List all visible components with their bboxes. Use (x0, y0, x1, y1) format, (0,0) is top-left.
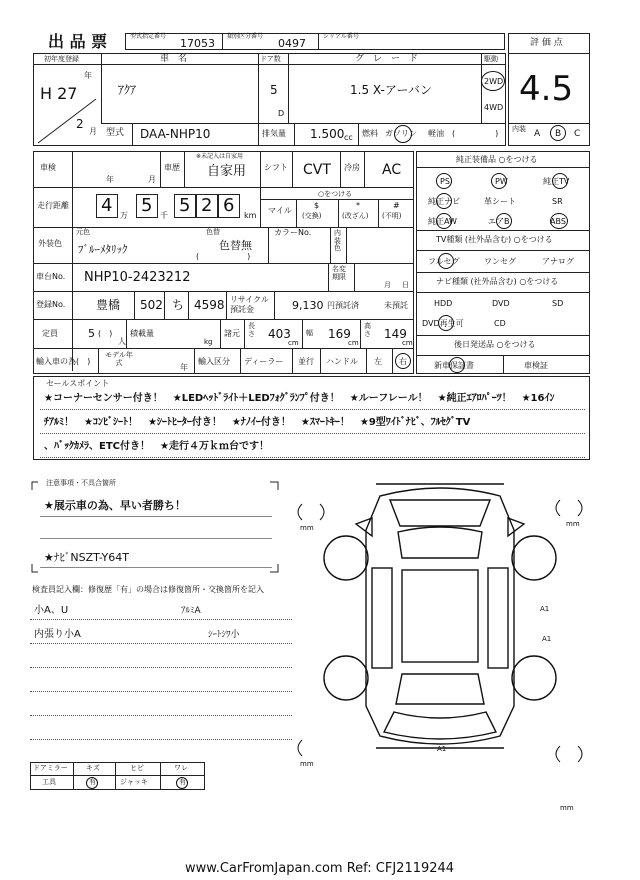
serial-label: シリアル番号 (323, 33, 359, 40)
tv-analog: アナログ (542, 257, 574, 266)
model-year-label: モデル年式 (105, 351, 133, 368)
legend-crack: ヒビ (130, 764, 144, 772)
legend-jack: ジャッキ (120, 778, 148, 786)
reg-kana: ち (172, 298, 185, 312)
mileage-label: 走行距離 (37, 201, 69, 210)
spare-tire-mm: mm (560, 804, 574, 812)
color-no-label: カラーNo. (274, 228, 312, 237)
import-label: 輸入車の為( ) (36, 357, 91, 366)
inspection-label: 車検 (40, 163, 56, 172)
interior-label: 内装 (512, 125, 526, 133)
handle-label: ハンドル (326, 357, 358, 366)
color-original: ﾌﾞﾙｰﾒﾀﾘｯｸ (78, 243, 128, 256)
recycle-label: リサイクル預託金 (230, 295, 269, 314)
drive-4wd: 4WD (484, 103, 504, 112)
handle-right-circle (395, 353, 411, 369)
equip-navi: 純正ナビ (428, 197, 460, 206)
diagonal-divider (34, 95, 100, 145)
tire-rear-left-mm: mm (300, 760, 314, 768)
sales-label: セールスポイント (46, 379, 110, 388)
legend-door-mirror: ドアミラー (33, 764, 68, 772)
equipment-title: 純正装備品 ○をつける (456, 155, 538, 164)
later-warranty: 新車保証書 (434, 361, 474, 370)
legend-jack-have: 有 (179, 778, 186, 786)
legend-scratch: キズ (86, 764, 100, 772)
dims-label: 諸元 (224, 329, 240, 338)
legend-break: ワレ (174, 764, 188, 772)
drive-label: 駆動 (484, 55, 498, 63)
load-label: 積載量 (130, 329, 154, 338)
chassis-value: NHP10-2423212 (84, 270, 191, 285)
color-change: 色替無 (219, 239, 252, 252)
nav-sd: SD (552, 299, 564, 308)
capacity-value: 5 (88, 327, 95, 340)
dealer-option: ディーラー (244, 357, 284, 366)
usage-value: 自家用 (207, 164, 247, 179)
first-reg-year: H 27 (40, 84, 78, 103)
drive-2wd-circle (481, 71, 505, 91)
interior-color-label: 内装色 (334, 229, 341, 253)
type-label: 型式 (106, 128, 125, 138)
first-reg-label: 初年度登録 (44, 55, 79, 63)
damage-right-door: A1 (540, 605, 550, 613)
equip-tv: 純正TV (543, 177, 570, 186)
tv-fullseg: フルセグ (428, 257, 460, 266)
footer-source: www.CarFromJapan.com Ref: CFJ2119244 (185, 861, 455, 876)
name-change-label: 名変期限 (332, 265, 346, 281)
interior-circle (550, 125, 566, 141)
fuel-circle (394, 125, 412, 143)
ac-value: AC (382, 162, 402, 178)
fuel-gasoline: ガソリン (385, 129, 417, 138)
nav-dvd: DVD (492, 299, 510, 308)
fuel-diesel: 軽油 (428, 129, 444, 138)
grade-label: グ レ ー ド (355, 54, 419, 64)
mileage-digit-1: 4 (101, 195, 113, 216)
sales-line-2: ﾁｱﾙﾐ！ ★ｺﾝﾋﾞｼｰﾄ！ ★ｼｰﾄﾋｰﾀｰ付き！ ★ﾅﾉｲｰ付き！ ★ｽﾏｰﾄｷｰ！ ★9型ﾜｲﾄﾞﾅﾋﾞ、ﾌﾙｾｸﾞTV (44, 417, 471, 428)
nav-title: ナビ種類 (社外品含む) ○をつける (436, 277, 559, 286)
later-title: 後日発送品 ○をつける (454, 340, 536, 349)
score-value: 4.5 (519, 69, 574, 109)
import-class-label: 輸入区分 (198, 357, 230, 366)
inspector-row1-a: 小A、U (34, 605, 69, 616)
recycle-unpaid: 未預託 (384, 301, 408, 310)
ac-label: 冷房 (344, 163, 360, 172)
inspector-row2-a: 内張り小A (34, 629, 81, 640)
later-shaken: 車検証 (524, 361, 548, 370)
inspector-row2-b: ｼｰﾄｼﾜ小 (208, 630, 240, 640)
handle-left: 左 (374, 357, 382, 366)
reg-class: 502 (140, 298, 163, 312)
mileage-digit-2: 5 (141, 195, 153, 216)
nav-hdd: HDD (434, 299, 453, 308)
fuel-label: 燃料 (362, 129, 378, 138)
notes-label: 注意事項・不具合箇所 (46, 479, 116, 487)
legend-tools-have: 有 (89, 778, 96, 786)
score-label: 評 価 点 (530, 38, 563, 48)
width-value: 169 (328, 327, 351, 341)
mile-option: マイル (268, 206, 292, 215)
handle-right: 右 (399, 357, 407, 366)
equip-ps: PS (440, 177, 450, 186)
displacement-value: 1.500 (310, 127, 345, 141)
interior-b: B (555, 129, 562, 139)
form-title: 出 品 票 (48, 32, 108, 51)
model-cert-value: 17053 (180, 37, 215, 50)
damage-right-rear: A1 (542, 635, 552, 643)
equip-sr: SR (552, 197, 563, 206)
reg-place: 豊橋 (96, 298, 121, 312)
nav-cd: CD (494, 319, 506, 328)
car-name: ｱｸｱ (118, 83, 137, 97)
equip-pw: PW (495, 177, 508, 186)
usage-label: 車歴 (164, 163, 180, 172)
door-type: D (278, 109, 285, 118)
chassis-label: 車台No. (36, 272, 66, 281)
damage-rear-bumper: A1 (437, 745, 447, 753)
equip-leather: 革シート (484, 197, 516, 206)
nav-dvd-play: DVD再生可 (422, 319, 464, 328)
recycle-amount: 9,130 (292, 299, 324, 312)
car-name-label: 車 名 (160, 54, 188, 64)
color-label: 外装色 (38, 239, 62, 248)
equip-airbag: エアB (488, 217, 510, 226)
inspector-label: 検査員記入欄：修復歴「有」の場合は修復箇所・交換箇所を記入 (32, 585, 264, 594)
notes-line-2: ★ﾅﾋﾞNSZT-Y64T (44, 551, 129, 564)
doors-value: 5 (270, 83, 278, 97)
mileage-digit-5: 6 (223, 195, 235, 216)
sales-line-1: ★コーナーセンサー付き！ ★LEDﾍｯﾄﾞﾗｲﾄ＋LEDﾌｫｸﾞﾗﾝﾌﾟ付き！ ★ルーフレール！ ★純正ｴｱﾛﾊﾟｰﾂ！ ★16ｲﾝ (44, 393, 555, 404)
doors-label: ドア数 (260, 55, 281, 63)
tire-front-right-mm: mm (566, 520, 580, 528)
capacity-label: 定員 (42, 329, 58, 338)
reg-number: 4598 (194, 298, 225, 312)
registration-label: 登録No. (36, 300, 66, 309)
drive-2wd: 2WD (484, 77, 504, 86)
first-reg-month: 2 (76, 117, 84, 131)
grade-value: 1.5 X-アーバン (350, 83, 432, 97)
displacement-label: 排気量 (262, 129, 286, 138)
notes-line-1: ★展示車の為、早い者勝ち！ (44, 499, 186, 512)
parallel-option: 並行 (298, 357, 314, 366)
shift-value: CVT (303, 162, 331, 178)
tire-front-left-mm: mm (300, 524, 314, 532)
height-value: 149 (384, 327, 407, 341)
tv-oneseg: ワンセグ (484, 257, 516, 266)
shift-label: シフト (264, 163, 288, 172)
tv-title: TV種類 (社外品含む) ○をつける (436, 235, 553, 244)
legend-tools: 工具 (42, 778, 56, 786)
mileage-digit-3: 5 (179, 195, 191, 216)
type-value: DAA-NHP10 (140, 127, 211, 141)
equip-abs: ABS (550, 217, 566, 226)
class-label: 類別区分番号 (227, 33, 264, 40)
inspector-row1-b: ｱﾙﾐA (181, 606, 201, 616)
length-value: 403 (268, 327, 291, 341)
sales-line-3: 、ﾊﾞｯｸｶﾒﾗ、ETC付き！ ★走行４万ｋｍ台です！ (44, 441, 269, 452)
mileage-digit-4: 2 (201, 195, 213, 216)
model-cert-label: 型式指定番号 (130, 33, 167, 40)
class-value: 0497 (278, 37, 306, 50)
car-damage-diagram (290, 478, 590, 768)
equip-aw: 純正AW (428, 217, 457, 226)
